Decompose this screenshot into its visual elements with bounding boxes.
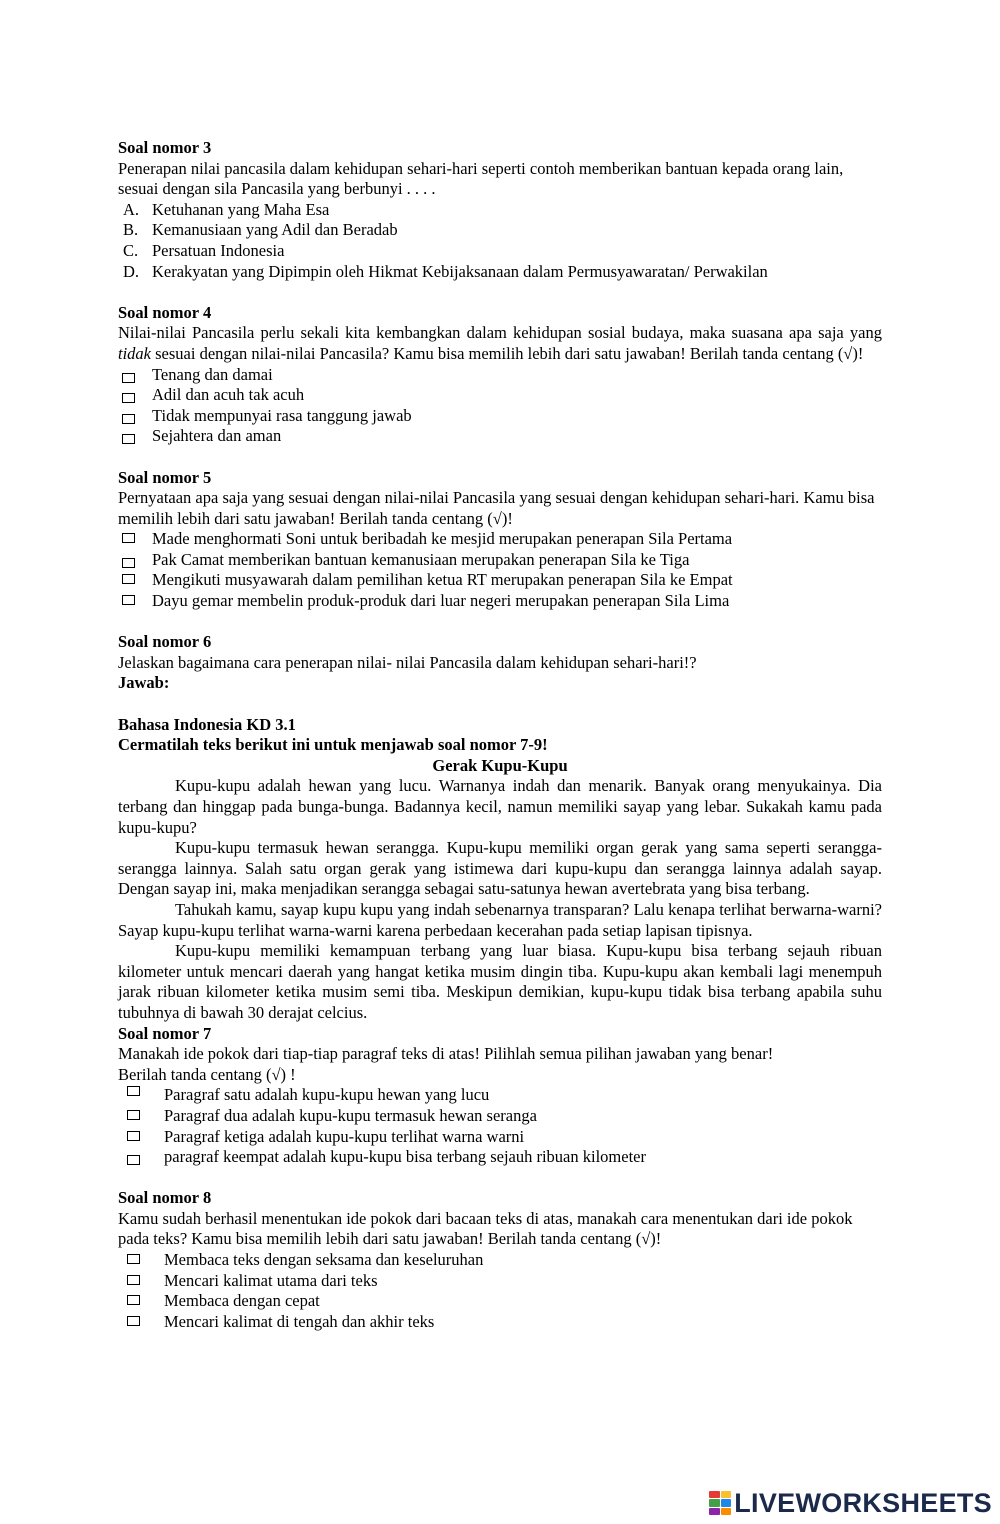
reading-section [118,715,882,1024]
question-8-option-3 [118,1291,882,1312]
checkbox-square [127,1316,140,1326]
question-8-option-2 [118,1271,882,1292]
question-5-option-4 [118,591,882,612]
option-letter: B. [123,220,139,240]
liveworksheets-logo-text: LIVEWORKSHEETS [734,1487,992,1518]
question-7-heading: Soal nomor 7 [118,1023,212,1043]
question-5-option-1 [118,529,882,550]
question-4-text-part: sesuai dengan nilai-nilai Pancasila? Kamu bisa memilih lebih dari satu jawaban! Berilah tanda centang (√)! [151,343,864,363]
question-4 [118,303,882,447]
logo-tile [721,1508,732,1515]
checkbox[interactable] [118,1250,164,1271]
question-4-option-1 [118,365,882,386]
checkbox-square [122,558,135,568]
option-text: Pak Camat memberikan bantuan kemanusiaan merupakan penerapan Sila ke Tiga [152,549,690,569]
option-text: Membaca dengan cepat [164,1291,320,1311]
question-6-text: Jelaskan bagaimana cara penerapan nilai- nilai Pancasila dalam kehidupan sehari-hari!? [118,652,697,672]
option-text: Paragraf dua adalah kupu-kupu termasuk hewan seranga [164,1105,537,1125]
question-5 [118,468,882,612]
logo-tile [721,1491,732,1498]
question-8-text: Kamu sudah berhasil menentukan ide pokok dari bacaan teks di atas, manakah cara menentukan dari ide pokok pada teks? Kamu bisa memilih lebih dari satu jawaban! Berilah tanda centang (√)! [118,1208,853,1249]
option-letter: D. [123,261,140,281]
question-8-option-1 [118,1250,882,1271]
question-5-option-2 [118,550,882,571]
question-4-option-4 [118,426,882,447]
option-text: Mencari kalimat di tengah dan akhir teks [164,1311,435,1331]
question-5-option-3 [118,570,882,591]
checkbox[interactable] [118,1106,164,1127]
subject-heading: Bahasa Indonesia KD 3.1 [118,714,296,734]
checkbox-square [122,574,135,584]
checkbox[interactable] [118,1147,164,1168]
logo-tile [709,1499,720,1506]
option-text: Dayu gemar membelin produk-produk dari luar negeri merupakan penerapan Sila Lima [152,591,730,611]
question-7-text-line1: Manakah ide pokok dari tiap-tiap paragraf teks di atas! Pilihlah semua pilihan jawaban yang benar! [118,1044,774,1064]
checkbox-square [127,1275,140,1285]
option-letter: A. [123,199,140,219]
question-3-option-b[interactable] [118,220,882,241]
checkbox-square [122,414,135,424]
option-text: Made menghormati Soni untuk beribadah ke mesjid merupakan penerapan Sila Pertama [152,529,733,549]
reading-paragraph: Kupu-kupu memiliki kemampuan terbang yang luar biasa. Kupu-kupu bisa terbang sejauh ribuan kilometer untuk mencari daerah yang hangat ketika musim dingin tiba. Kupu-kupu akan kembali lagi menempuh jarak ribuan kilometer ketika musim semi tiba. Meskipun demikian, kupu-kupu tidak bisa terbang apabila suhu tubuhnya di bawah 30 derajat celcius. [118,941,882,1022]
reading-instruction: Cermatilah teks berikut ini untuk menjawab soal nomor 7-9! [118,735,548,755]
option-text: Tenang dan damai [152,364,273,384]
logo-tile [721,1499,732,1506]
checkbox-square [127,1131,140,1141]
checkbox[interactable] [118,1085,164,1106]
question-6-heading: Soal nomor 6 [118,632,212,652]
question-7-option-4 [118,1147,882,1168]
checkbox-square [122,434,135,444]
question-7-option-3 [118,1127,882,1148]
checkbox[interactable] [118,1312,164,1333]
question-8-heading: Soal nomor 8 [118,1188,212,1208]
checkbox[interactable] [118,385,152,406]
question-4-heading: Soal nomor 4 [118,302,212,322]
answer-label: Jawab: [118,673,170,693]
option-text: Adil dan acuh tak acuh [152,385,305,405]
question-8-option-4 [118,1312,882,1333]
question-5-heading: Soal nomor 5 [118,467,212,487]
liveworksheets-logo[interactable] [709,1488,992,1518]
worksheet-page [118,138,882,1332]
question-3-option-a[interactable] [118,200,882,221]
option-text: Persatuan Indonesia [152,240,285,260]
logo-tile [709,1508,720,1515]
question-7-text-line2: Berilah tanda centang (√) ! [118,1064,296,1084]
reading-paragraph: Kupu-kupu termasuk hewan serangga. Kupu-kupu memiliki organ gerak yang sama seperti serangga-serangga lainnya. Salah satu organ gerak yang istimewa dari kupu-kupu dan serangga lainnya adalah sayap. Dengan sayap ini, maka menjadikan serangga sebagai satu-satunya hewan avertebrata yang bisa terbang. [118,838,882,899]
checkbox-square [127,1254,140,1264]
question-7 [118,1024,882,1168]
option-text: Mencari kalimat utama dari teks [164,1270,378,1290]
question-4-text-part: Nilai-nilai Pancasila perlu sekali kita kembangkan dalam kehidupan sosial budaya, maka suasana apa saja yang [118,323,882,343]
option-text: Paragraf satu adalah kupu-kupu hewan yang lucu [164,1085,490,1105]
option-text: Membaca teks dengan seksama dan keseluruhan [164,1250,484,1270]
checkbox-square [127,1086,140,1096]
checkbox-square [122,373,135,383]
liveworksheets-logo-icon [709,1491,731,1515]
question-3 [118,138,882,282]
checkbox[interactable] [118,1271,164,1292]
checkbox-square [122,533,135,543]
checkbox[interactable] [118,365,152,386]
checkbox-square [127,1155,140,1165]
option-text: Ketuhanan yang Maha Esa [152,199,330,219]
option-text: Tidak mempunyai rasa tanggung jawab [152,405,412,425]
checkbox[interactable] [118,426,152,447]
question-5-text: Pernyataan apa saja yang sesuai dengan nilai-nilai Pancasila yang sesuai dengan kehidupan sehari-hari. Kamu bisa memilih lebih dari satu jawaban! Berilah tanda centang (√)! [118,488,875,528]
checkbox-square [127,1110,140,1120]
option-text: Mengikuti musyawarah dalam pemilihan ketua RT merupakan penerapan Sila ke Empat [152,570,733,590]
question-3-text: Penerapan nilai pancasila dalam kehidupan sehari-hari seperti contoh memberikan bantuan kepada orang lain, sesuai dengan sila Pancasila yang berbunyi . . . . [118,158,844,199]
checkbox-square [122,595,135,605]
question-3-option-c[interactable] [118,241,882,262]
checkbox-square [122,393,135,403]
logo-tile [709,1491,720,1498]
option-text: Sejahtera dan aman [152,426,282,446]
checkbox[interactable] [118,550,152,571]
question-8 [118,1188,882,1332]
question-3-option-d[interactable] [118,262,882,283]
checkbox[interactable] [118,1127,164,1148]
option-text: paragraf keempat adalah kupu-kupu bisa terbang sejauh ribuan kilometer [164,1147,646,1167]
checkbox[interactable] [118,406,152,427]
question-7-option-1 [118,1085,882,1106]
checkbox-square [127,1295,140,1305]
checkbox[interactable] [118,529,152,550]
question-4-option-2 [118,385,882,406]
question-3-heading: Soal nomor 3 [118,138,212,157]
option-text: Paragraf ketiga adalah kupu-kupu terlihat warna warni [164,1126,525,1146]
checkbox[interactable] [118,591,152,612]
question-4-text-italic: tidak [118,343,151,363]
reading-title: Gerak Kupu-Kupu [432,755,568,775]
question-4-option-3 [118,406,882,427]
option-text: Kemanusiaan yang Adil dan Beradab [152,220,398,240]
question-4-text [118,323,882,364]
question-7-option-2 [118,1106,882,1127]
question-6 [118,632,882,694]
option-letter: C. [123,240,139,260]
reading-paragraph: Tahukah kamu, sayap kupu kupu yang indah sebenarnya transparan? Lalu kenapa terlihat berwarna-warni? Sayap kupu-kupu terlihat warna-warni karena perbedaan kecerahan pada setiap lapisan tipisnya. [118,899,882,940]
reading-paragraph: Kupu-kupu adalah hewan yang lucu. Warnanya indah dan menarik. Banyak orang menyukainya. Dia terbang dan hinggap pada bunga-bunga. Badannya kecil, namun memiliki sayap yang lebar. Sukakah kamu pada kupu-kupu? [118,776,882,837]
checkbox[interactable] [118,1291,164,1312]
option-text: Kerakyatan yang Dipimpin oleh Hikmat Kebijaksanaan dalam Permusyawaratan/ Perwakilan [152,261,768,281]
checkbox[interactable] [118,570,152,591]
